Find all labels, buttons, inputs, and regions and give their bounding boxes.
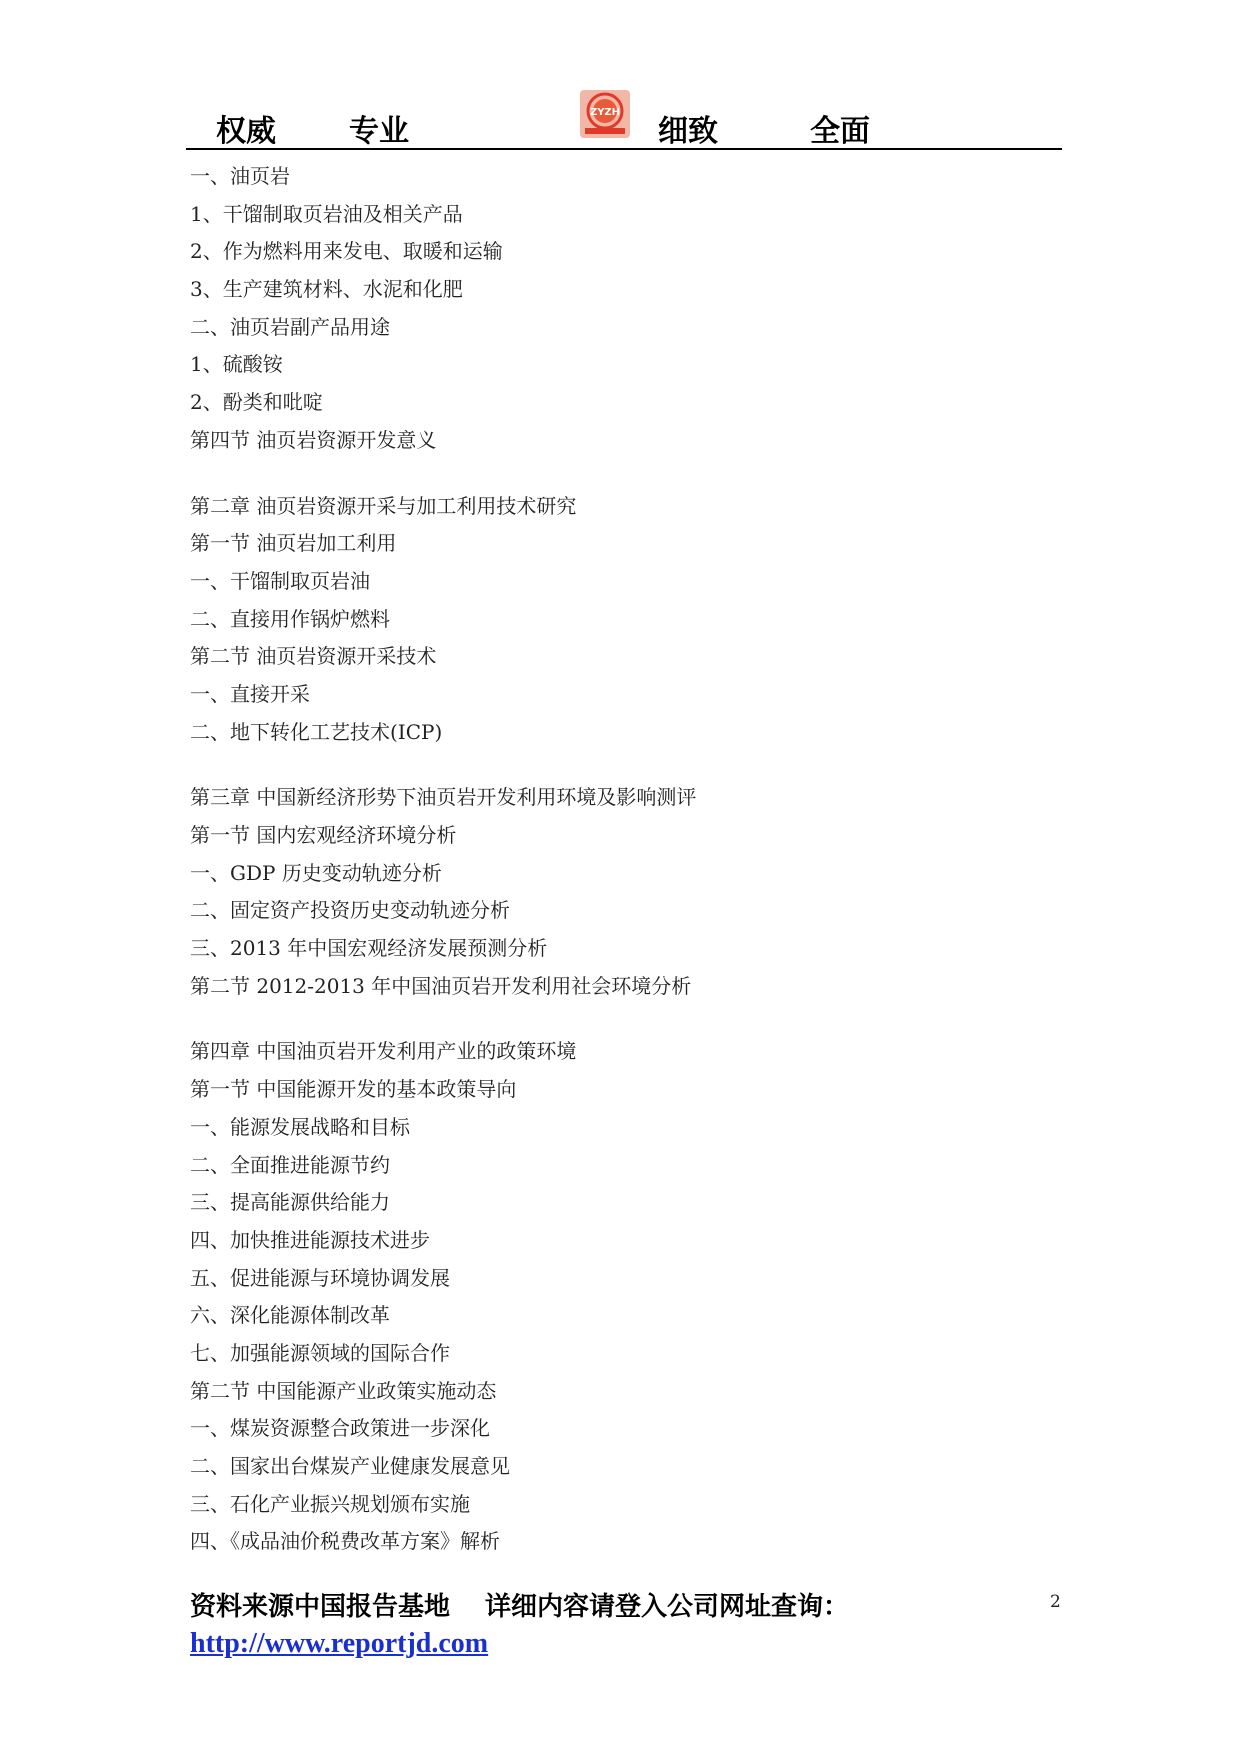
table-of-contents <box>190 158 1050 1561</box>
toc-line: 3、生产建筑材料、水泥和化肥 <box>190 277 463 302</box>
toc-line: 一、干馏制取页岩油 <box>190 568 370 593</box>
toc-line: 1、干馏制取页岩油及相关产品 <box>190 201 463 226</box>
header-word-meticulous: 细致 <box>658 114 718 149</box>
toc-line: 2、酚类和吡啶 <box>190 390 323 415</box>
footer-source-text: 资料来源中国报告基地 详细内容请登入公司网址查询： <box>190 1592 850 1622</box>
page-number: 2 <box>1050 1592 1061 1612</box>
toc-line: 三、石化产业振兴规划颁布实施 <box>190 1491 470 1516</box>
chapter-heading: 第四章 中国油页岩开发利用产业的政策环境 <box>190 1039 577 1064</box>
toc-group-1 <box>190 158 1050 460</box>
toc-line: 一、GDP 历史变动轨迹分析 <box>190 860 442 885</box>
toc-line: 第二节 2012-2013 年中国油页岩开发利用社会环境分析 <box>190 973 692 998</box>
toc-line: 第二节 油页岩资源开采技术 <box>190 644 437 669</box>
footer-website-link[interactable]: http://www.reportjd.com <box>190 1628 489 1659</box>
header-word-authority: 权威 <box>216 114 276 149</box>
toc-line: 二、国家出台煤炭产业健康发展意见 <box>190 1454 510 1478</box>
toc-line: 二、油页岩副产品用途 <box>190 314 390 339</box>
toc-line: 第一节 油页岩加工利用 <box>190 531 397 556</box>
toc-line: 一、直接开采 <box>190 681 310 706</box>
header-rule <box>186 148 1062 150</box>
toc-line: 1、硫酸铵 <box>190 352 283 377</box>
toc-line: 第一节 国内宏观经济环境分析 <box>190 823 457 847</box>
toc-line: 第二节 中国能源产业政策实施动态 <box>190 1378 497 1403</box>
toc-group-2 <box>190 488 1050 752</box>
toc-group-3 <box>190 779 1050 1005</box>
toc-line: 2、作为燃料用来发电、取暖和运输 <box>190 239 503 264</box>
toc-line: 五、促进能源与环境协调发展 <box>190 1265 450 1290</box>
toc-line: 六、深化能源体制改革 <box>190 1303 390 1328</box>
toc-line: 一、油页岩 <box>190 164 290 188</box>
zyzh-logo <box>580 90 630 138</box>
section-gap <box>190 751 1050 779</box>
section-gap <box>190 1005 1050 1033</box>
toc-line: 第四节 油页岩资源开发意义 <box>190 427 437 452</box>
page-header <box>186 88 1062 150</box>
chapter-heading: 第三章 中国新经济形势下油页岩开发利用环境及影响测评 <box>190 785 697 810</box>
toc-line: 三、2013 年中国宏观经济发展预测分析 <box>190 936 548 961</box>
header-word-comprehensive: 全面 <box>810 114 870 149</box>
toc-line: 一、煤炭资源整合政策进一步深化 <box>190 1416 490 1441</box>
toc-line: 七、加强能源领域的国际合作 <box>190 1340 450 1365</box>
toc-line: 三、提高能源供给能力 <box>190 1190 390 1215</box>
section-gap <box>190 460 1050 488</box>
toc-line: 二、直接用作锅炉燃料 <box>190 606 390 631</box>
toc-line: 二、地下转化工艺技术(ICP) <box>190 719 443 744</box>
chapter-heading: 第二章 油页岩资源开采与加工利用技术研究 <box>190 493 577 518</box>
header-word-professional: 专业 <box>349 114 409 149</box>
toc-line: 四、加快推进能源技术进步 <box>190 1227 430 1252</box>
toc-line: 二、全面推进能源节约 <box>190 1152 390 1177</box>
svg-text:ZYZH: ZYZH <box>589 107 621 118</box>
toc-line: 四、《成品油价税费改革方案》解析 <box>190 1529 500 1554</box>
toc-line: 二、固定资产投资历史变动轨迹分析 <box>190 898 510 923</box>
toc-line: 一、能源发展战略和目标 <box>190 1114 410 1139</box>
toc-line: 第一节 中国能源开发的基本政策导向 <box>190 1077 517 1102</box>
toc-group-4 <box>190 1033 1050 1561</box>
